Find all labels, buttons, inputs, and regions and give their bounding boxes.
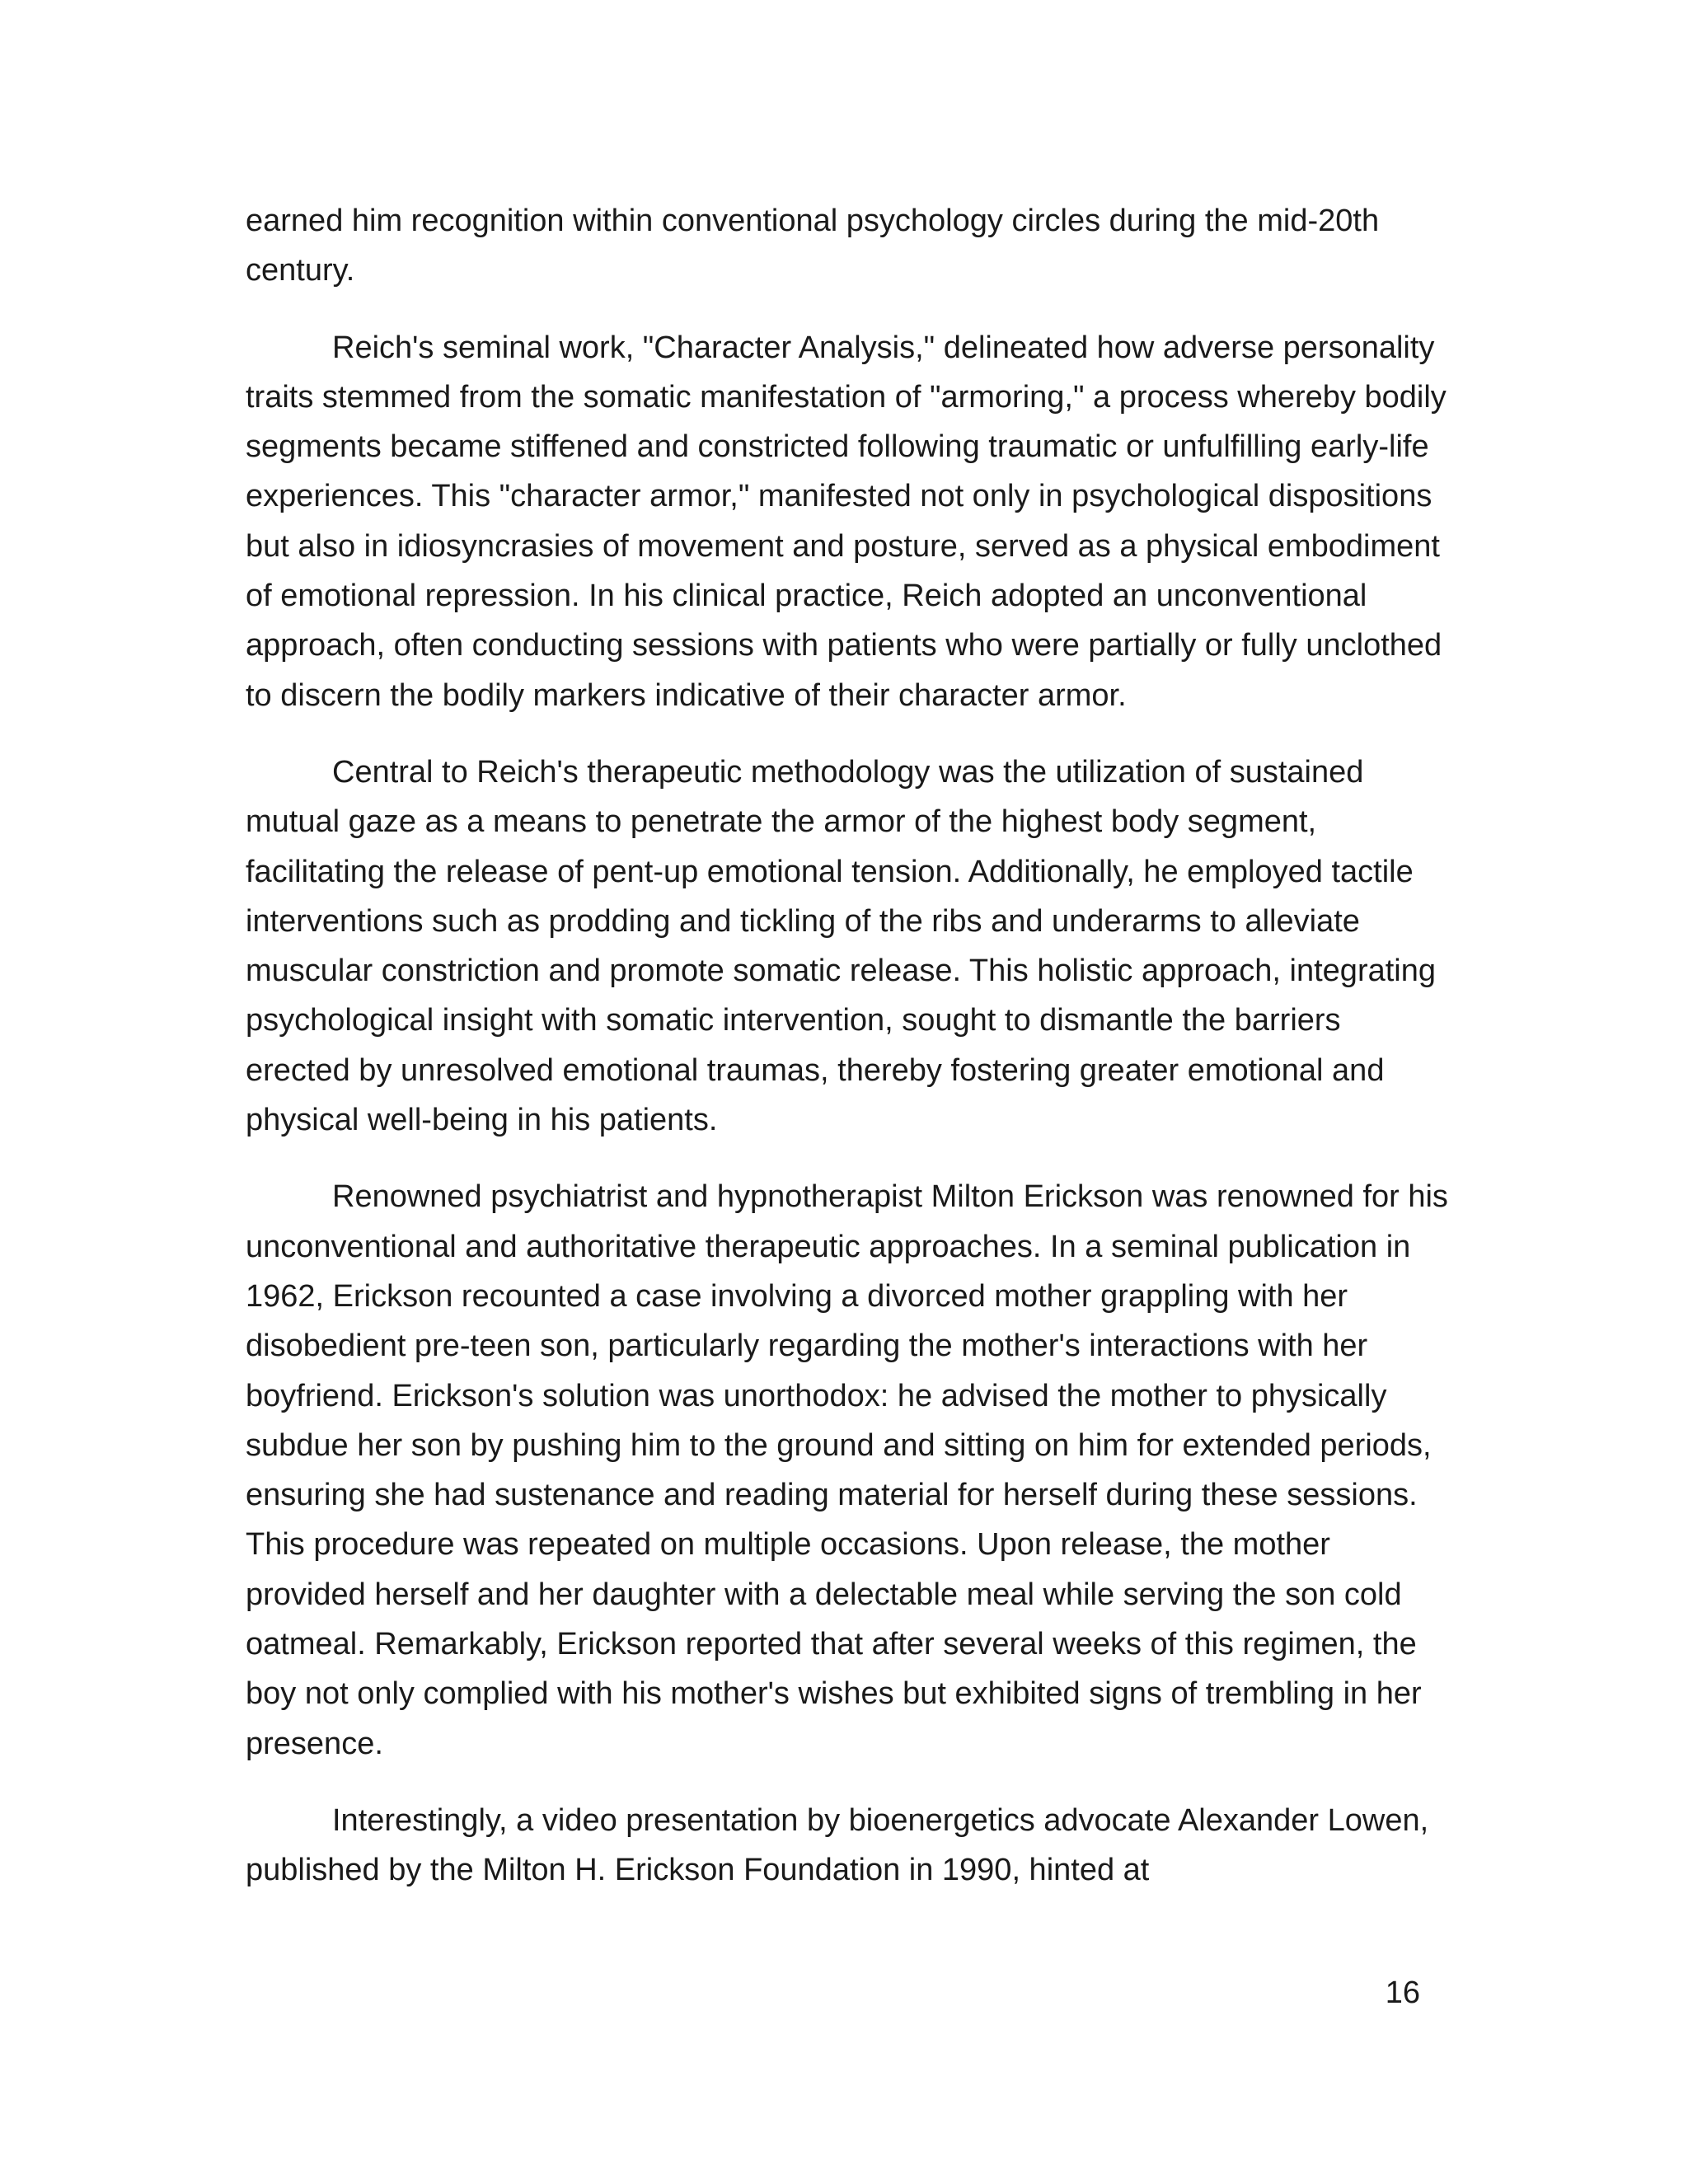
body-text [246,196,1449,1923]
paragraph-therapeutic-methodology: Central to Reich's therapeutic methodology was the utilization of sustained mutual gaze as a means to penetrate the armor of the highest body segment, facilitating the release of pent-up emotional tension. Additionally, he employed tactile interventions such as prodding and tickling of the ribs and underarms to alleviate muscular constriction and promote somatic release. This holistic approach, integrating psychological insight with somatic intervention, sought to dismantle the barriers erected by unresolved emotional traumas, thereby fostering greater emotional and physical well-being in his patients. [246,754,1436,1138]
page-number: 16 [1385,1975,1420,2010]
paragraph-continuation: earned him recognition within conventional psychology circles during the mid-20th century. [246,204,1380,288]
paragraph-alexander-lowen: Interestingly, a video presentation by bioenergetics advocate Alexander Lowen, published by the Milton H. Erickson Foundation in 1990, hinted at [246,1802,1429,1888]
paragraph-milton-erickson: Renowned psychiatrist and hypnotherapist Milton Erickson was renowned for his unconventional and authoritative therapeutic approaches. In a seminal publication in 1962, Erickson recounted a case involving a divorced mother grappling with her disobedient pre-teen son, particularly regarding the mother's interactions with her boyfriend. Erickson's solution was unorthodox: he advised the mother to physically subdue her son by pushing him to the ground and sitting on him for extended periods, ensuring she had sustenance and reading material for herself during these sessions. This procedure was repeated on multiple occasions. Upon release, the mother provided herself and her daughter with a delectable meal while serving the son cold oatmeal. Remarkably, Erickson reported that after several weeks of this regimen, the boy not only complied with his mother's wishes but exhibited signs of trembling in her presence. [246,1179,1448,1761]
paragraph-character-analysis: Reich's seminal work, "Character Analysis," delineated how adverse personality traits stemmed from the somatic manifestation of "armoring," a process whereby bodily segments became stiffened and constricted following traumatic or unfulfilling early-life experiences. This "character armor," manifested not only in psychological dispositions but also in idiosyncrasies of movement and posture, served as a physical embodiment of emotional repression. In his clinical practice, Reich adopted an unconventional approach, often conducting sessions with patients who were partially or fully unclothed to discern the bodily markers indicative of their character armor. [246,330,1447,713]
